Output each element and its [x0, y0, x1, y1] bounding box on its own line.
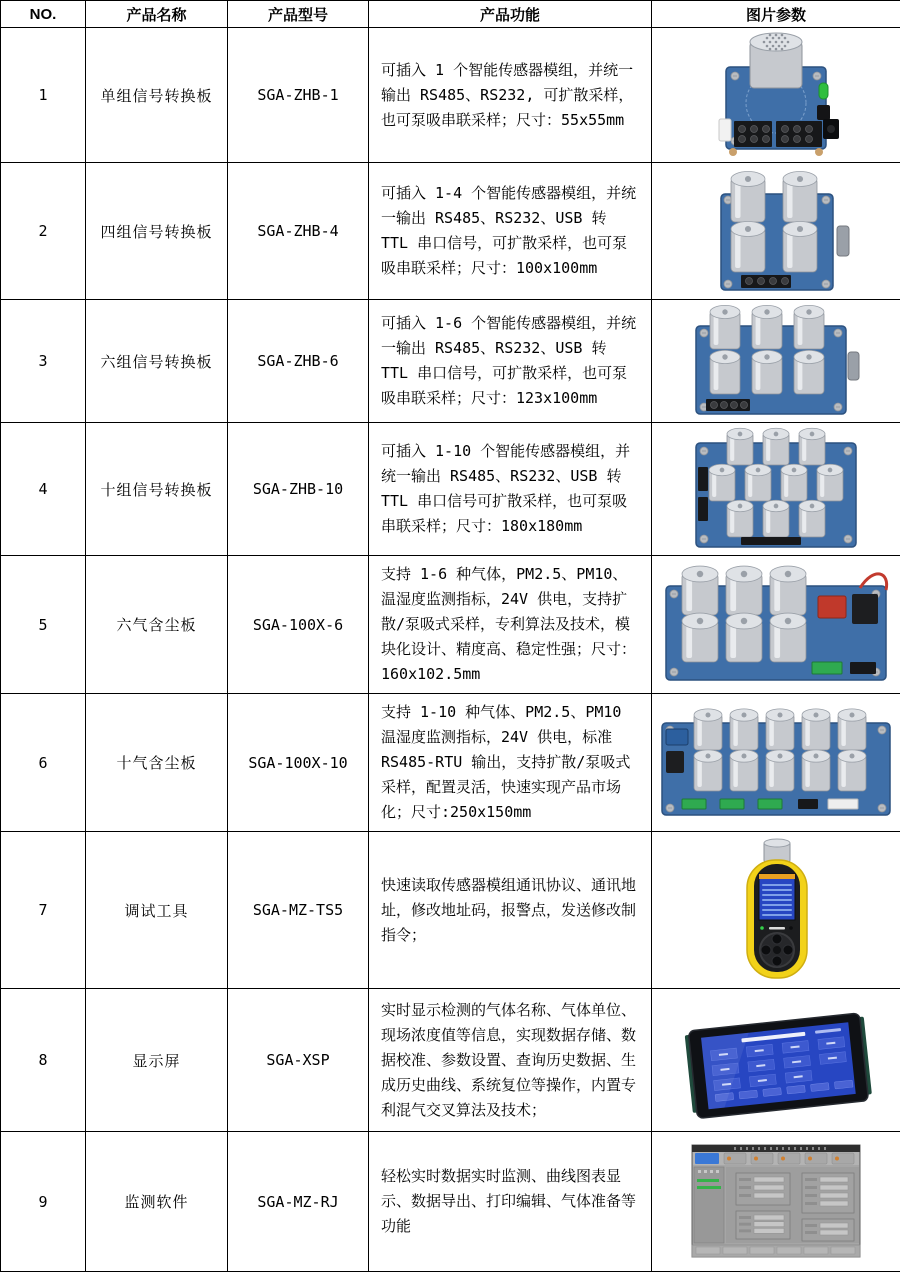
table-row: [1, 28, 900, 163]
product-model: SGA-MZ-RJ: [228, 1132, 369, 1272]
table-row: [1, 989, 900, 1132]
product-no: 7: [1, 832, 86, 989]
header-no: NO.: [1, 1, 86, 28]
product-photo: [652, 1139, 900, 1265]
header-product-model: 产品型号: [228, 1, 369, 28]
product-function: 支持 1-10 种气体、PM2.5、PM10 温湿度监测指标，24V 供电，标准 RS485-RTU 输出，支持扩散/泵吸式采样，配置灵活，快速实现产品市场化；尺寸:250x150mm: [369, 694, 652, 832]
product-no: 2: [1, 163, 86, 300]
header-product-function: 产品功能: [369, 1, 652, 28]
pcb-single-sensor-photo: [681, 31, 871, 159]
pcb-ten-sensors-photo: [671, 425, 881, 553]
table-header: [1, 1, 900, 28]
header-row: [1, 1, 900, 28]
header-product-name: 产品名称: [86, 1, 228, 28]
product-model: SGA-ZHB-1: [228, 28, 369, 163]
product-photo: [652, 425, 900, 553]
product-photo: [652, 705, 900, 821]
product-photo: [652, 836, 900, 984]
table-row: [1, 300, 900, 423]
product-no: 6: [1, 694, 86, 832]
product-name: 四组信号转换板: [86, 163, 228, 300]
product-name: 监测软件: [86, 1132, 228, 1272]
pcb-ten-gas-dust-photo: [658, 705, 894, 821]
product-no: 9: [1, 1132, 86, 1272]
table-body: [1, 28, 900, 1272]
product-function: 轻松实时数据实时监测、曲线图表显示、数据导出、打印编辑、气体准备等功能: [369, 1132, 652, 1272]
product-name: 六气含尘板: [86, 556, 228, 694]
product-model: SGA-ZHB-4: [228, 163, 369, 300]
product-function: 可插入 1-6 个智能传感器模组，并统一输出 RS485、RS232、USB 转 TTL 串口信号，可扩散采样，也可泵吸串联采样；尺寸：123x100mm: [369, 300, 652, 423]
product-no: 1: [1, 28, 86, 163]
pcb-four-sensors-photo: [671, 166, 881, 296]
product-model: SGA-MZ-TS5: [228, 832, 369, 989]
product-function: 可插入 1-10 个智能传感器模组，并统一输出 RS485、RS232、USB 转 TTL 串口信号可扩散采样，也可泵吸串联采样；尺寸：180x180mm: [369, 423, 652, 556]
software-window-photo: [662, 1139, 890, 1265]
product-model: SGA-ZHB-6: [228, 300, 369, 423]
table-row: [1, 423, 900, 556]
product-function: 可插入 1-4 个智能传感器模组，并统一输出 RS485、RS232、USB 转 TTL 串口信号，可扩散采样，也可泵吸串联采样；尺寸：100x100mm: [369, 163, 652, 300]
product-function: 支持 1-6 种气体，PM2.5、PM10、温湿度监测指标，24V 供电，支持扩散/泵吸式采样，专利算法及技术，模块化设计、精度高、稳定性强；尺寸：160x102.5mm: [369, 556, 652, 694]
product-model: SGA-100X-6: [228, 556, 369, 694]
product-name: 十组信号转换板: [86, 423, 228, 556]
product-function: 实时显示检测的气体名称、气体单位、现场浓度值等信息，实现数据存储、数据校准、参数设置、查询历史数据、生成历史曲线、系统复位等操作，内置专利混气交叉算法及技术；: [369, 989, 652, 1132]
product-model: SGA-ZHB-10: [228, 423, 369, 556]
display-panel-photo: [660, 992, 892, 1128]
product-name: 单组信号转换板: [86, 28, 228, 163]
gas-detector-photo: [701, 836, 851, 984]
product-no: 8: [1, 989, 86, 1132]
product-model: SGA-XSP: [228, 989, 369, 1132]
product-photo: [652, 564, 900, 686]
product-no: 3: [1, 300, 86, 423]
product-photo: [652, 166, 900, 296]
table-row: [1, 1132, 900, 1272]
product-photo: [652, 302, 900, 420]
product-no: 5: [1, 556, 86, 694]
product-photo: [652, 992, 900, 1128]
table-row: [1, 694, 900, 832]
header-image-params: 图片参数: [652, 1, 900, 28]
pcb-six-sensors-photo: [666, 302, 886, 420]
product-photo: [652, 31, 900, 159]
product-model: SGA-100X-10: [228, 694, 369, 832]
product-name: 六组信号转换板: [86, 300, 228, 423]
product-function: 快速读取传感器模组通讯协议、通讯地址，修改地址码，报警点，发送修改制指令；: [369, 832, 652, 989]
product-name: 十气含尘板: [86, 694, 228, 832]
table-row: [1, 832, 900, 989]
product-function: 可插入 1 个智能传感器模组，并统一输出 RS485、RS232, 可扩散采样，也可泵吸串联采样；尺寸：55x55mm: [369, 28, 652, 163]
product-name: 调试工具: [86, 832, 228, 989]
product-name: 显示屏: [86, 989, 228, 1132]
pcb-six-gas-dust-photo: [660, 564, 892, 686]
table-row: [1, 556, 900, 694]
product-no: 4: [1, 423, 86, 556]
table-row: [1, 163, 900, 300]
